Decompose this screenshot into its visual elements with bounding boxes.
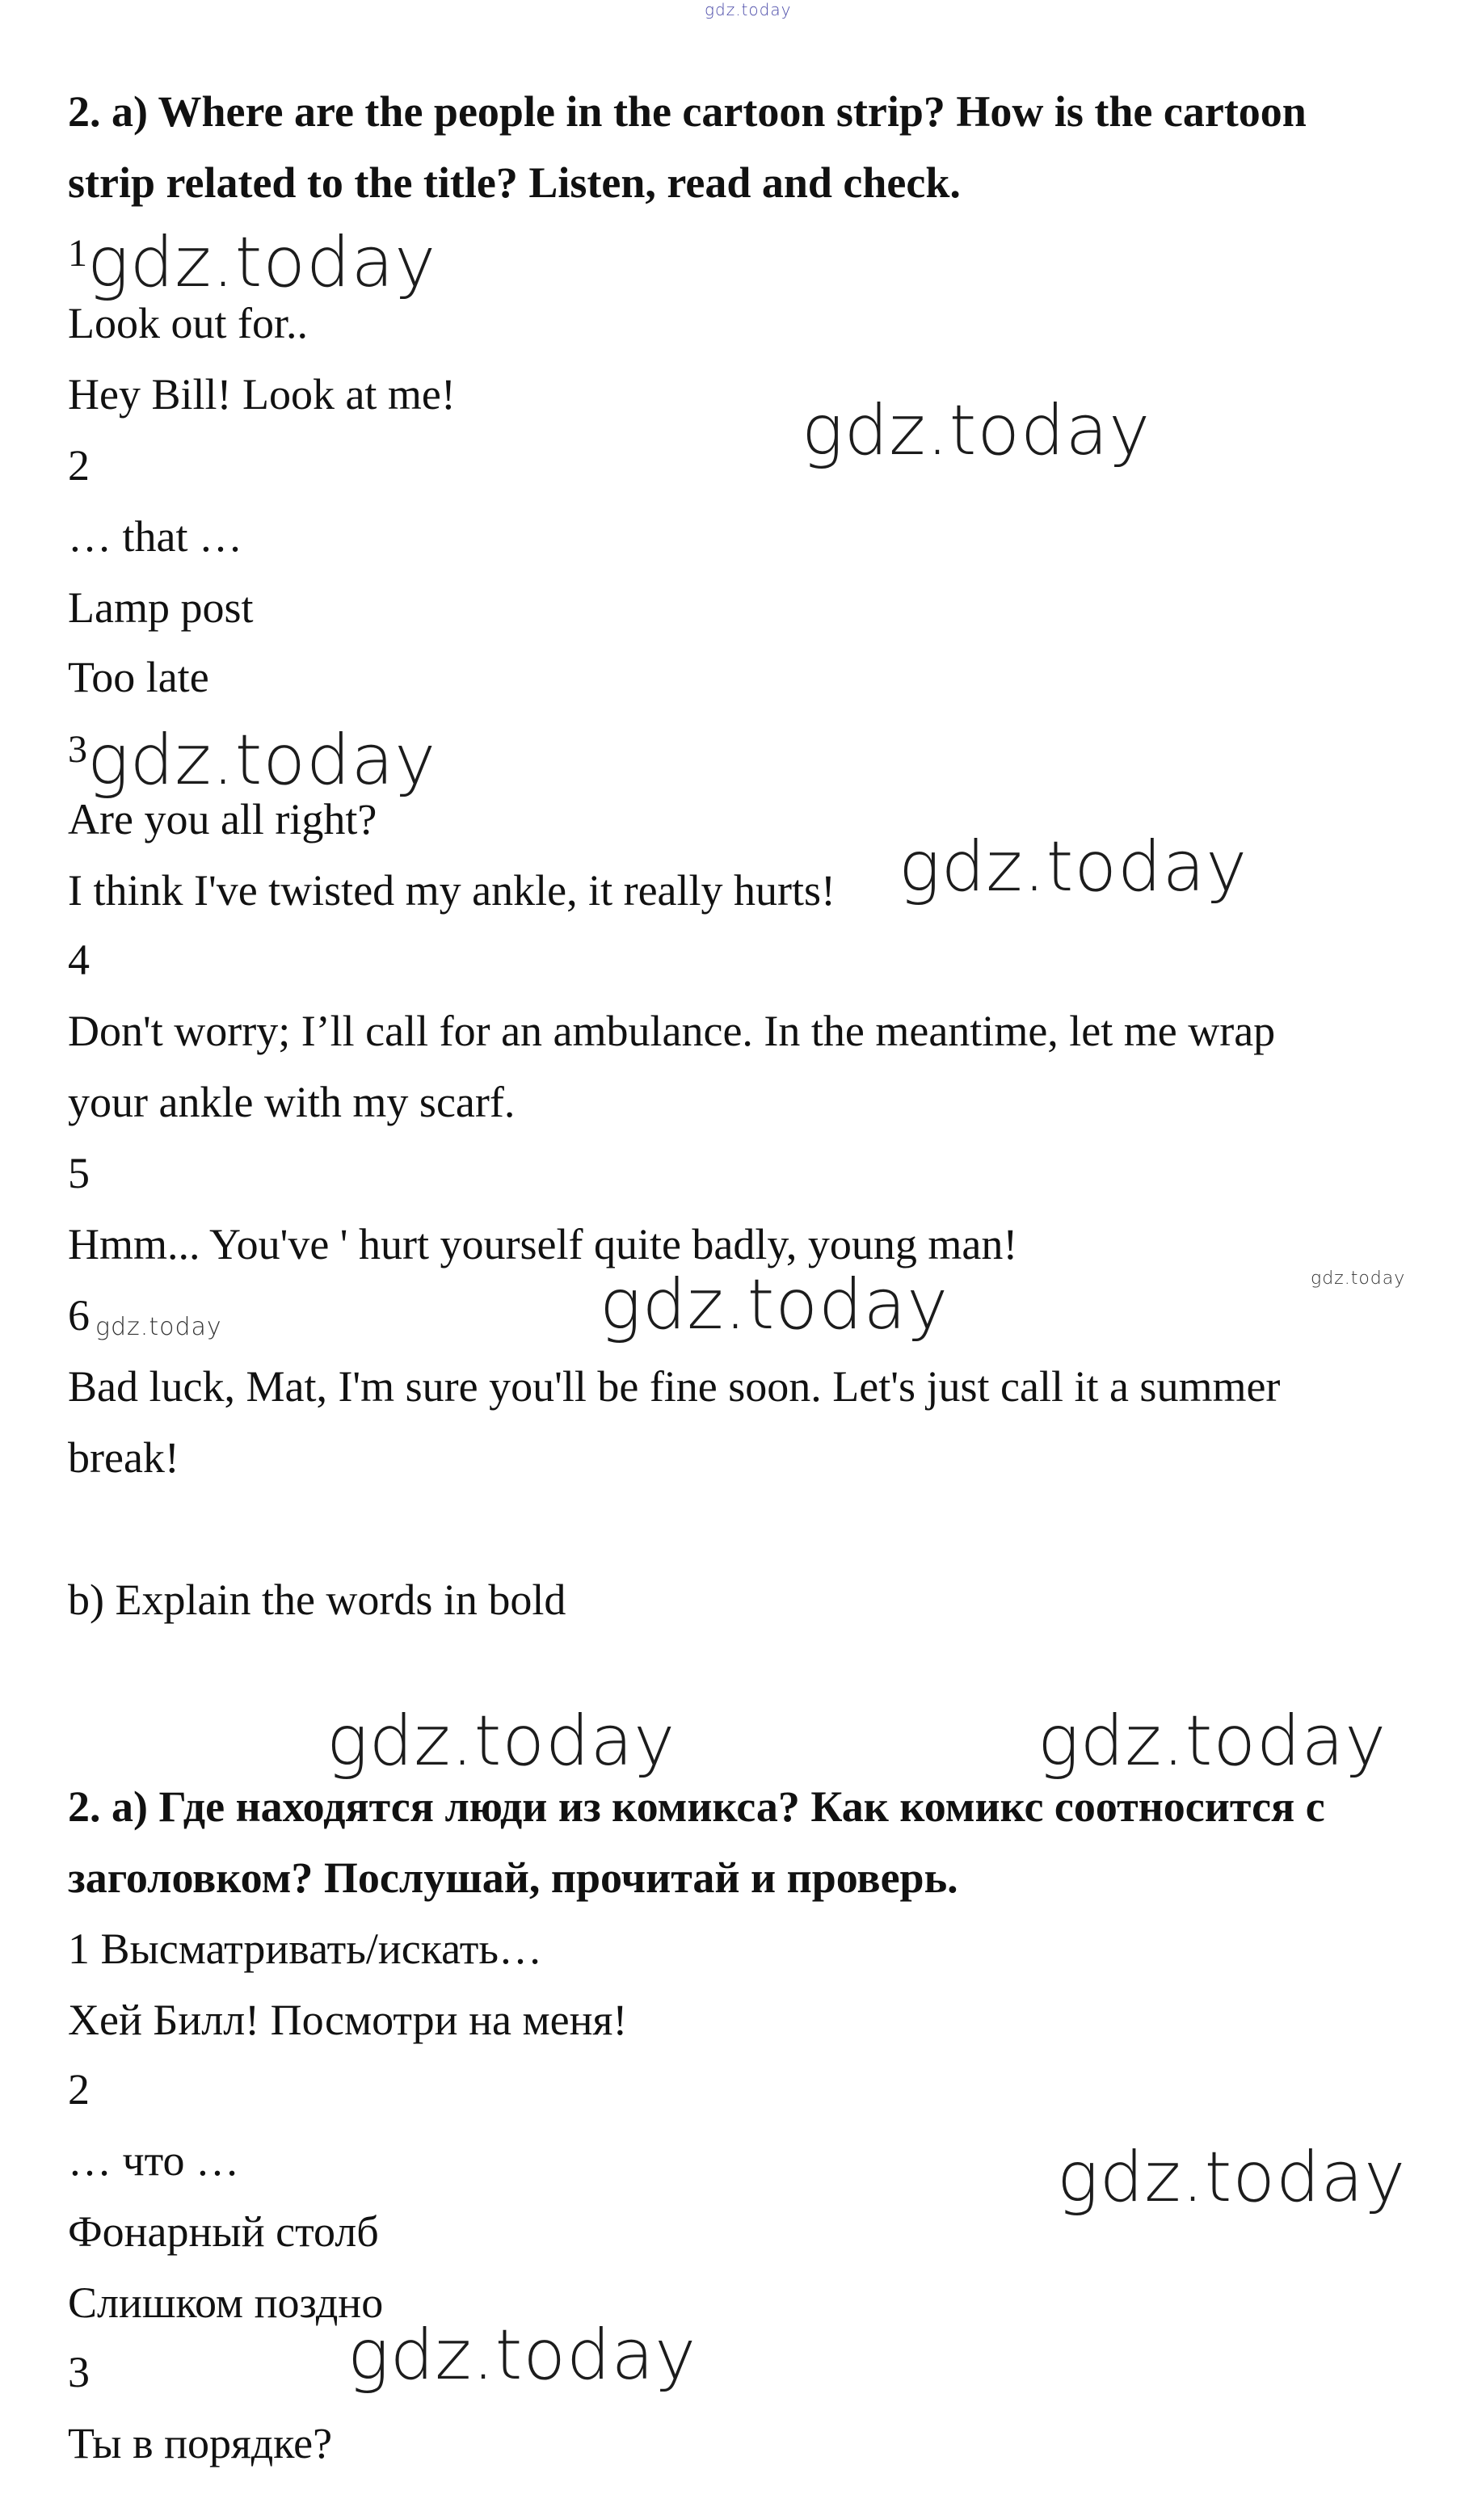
ru-line-too-late: Слишком поздно (68, 2278, 384, 2327)
task-b-line: b) Explain the words in bold (68, 1576, 566, 1624)
watermark-top: gdz.today (705, 0, 792, 19)
ru-line-1: 1 Высматривать/искать… (68, 1925, 542, 1973)
watermark: gdz.today (87, 222, 437, 303)
task-title-en-line2: strip related to the title? Listen, read and check. (68, 158, 961, 207)
line-that: … that … (68, 512, 242, 561)
ru-line-lamp-post: Фонарный столб (68, 2207, 379, 2256)
ru-panel-number-3: 3 (68, 2348, 90, 2396)
watermark: gdz.today (899, 827, 1248, 907)
panel-number-3: 3 (68, 728, 87, 771)
line-hey-bill: Hey Bill! Look at me! (68, 370, 456, 419)
task-title-ru-line2: заголовком? Послушай, прочитай и проверь. (68, 1853, 958, 1902)
watermark: gdz.today (95, 1313, 222, 1341)
task-title-ru-line1: 2. а) Где находятся люди из комикса? Как комикс соотносится с (68, 1782, 1325, 1831)
ru-line-are-you: Ты в порядке? (68, 2419, 333, 2467)
watermark: gdz.today (600, 1264, 949, 1345)
watermark: gdz.today (1038, 1701, 1387, 1782)
line-bad-luck-2: break! (68, 1433, 179, 1482)
line-dont-worry-2: your ankle with my scarf. (68, 1078, 516, 1126)
line-are-you: Are you all right? (68, 795, 377, 844)
ru-line-that: … что … (68, 2136, 240, 2185)
watermark: gdz.today (1057, 2137, 1407, 2218)
task-title-en-line1: 2. a) Where are the people in the cartoon strip? How is the cartoon (68, 87, 1307, 136)
line-look-out: Look out for.. (68, 299, 308, 347)
watermark: gdz.today (802, 390, 1151, 471)
ru-panel-number-2: 2 (68, 2065, 90, 2114)
watermark: gdz.today (347, 2315, 697, 2396)
ru-line-hey-bill: Хей Билл! Посмотри на меня! (68, 1996, 628, 2044)
panel-number-1: 1 (68, 232, 87, 275)
panel-number-6: 6 (68, 1291, 90, 1340)
watermark: gdz.today (326, 1701, 676, 1782)
watermark: gdz.today (87, 720, 437, 801)
line-hmm: Hmm... You've ' hurt yourself quite badly, young man! (68, 1220, 1018, 1268)
panel-number-2: 2 (68, 441, 90, 490)
line-twisted: I think I've twisted my ankle, it really hurts! (68, 866, 836, 915)
line-dont-worry-1: Don't worry; I’ll call for an ambulance. In the meantime, let me wrap (68, 1007, 1276, 1055)
line-too-late: Too late (68, 653, 209, 701)
panel-number-5: 5 (68, 1149, 90, 1197)
panel-number-4: 4 (68, 936, 90, 984)
line-bad-luck-1: Bad luck, Mat, I'm sure you'll be fine soon. Let's just call it a summer (68, 1362, 1281, 1411)
line-lamp-post: Lamp post (68, 583, 254, 632)
watermark: gdz.today (1311, 1268, 1406, 1289)
